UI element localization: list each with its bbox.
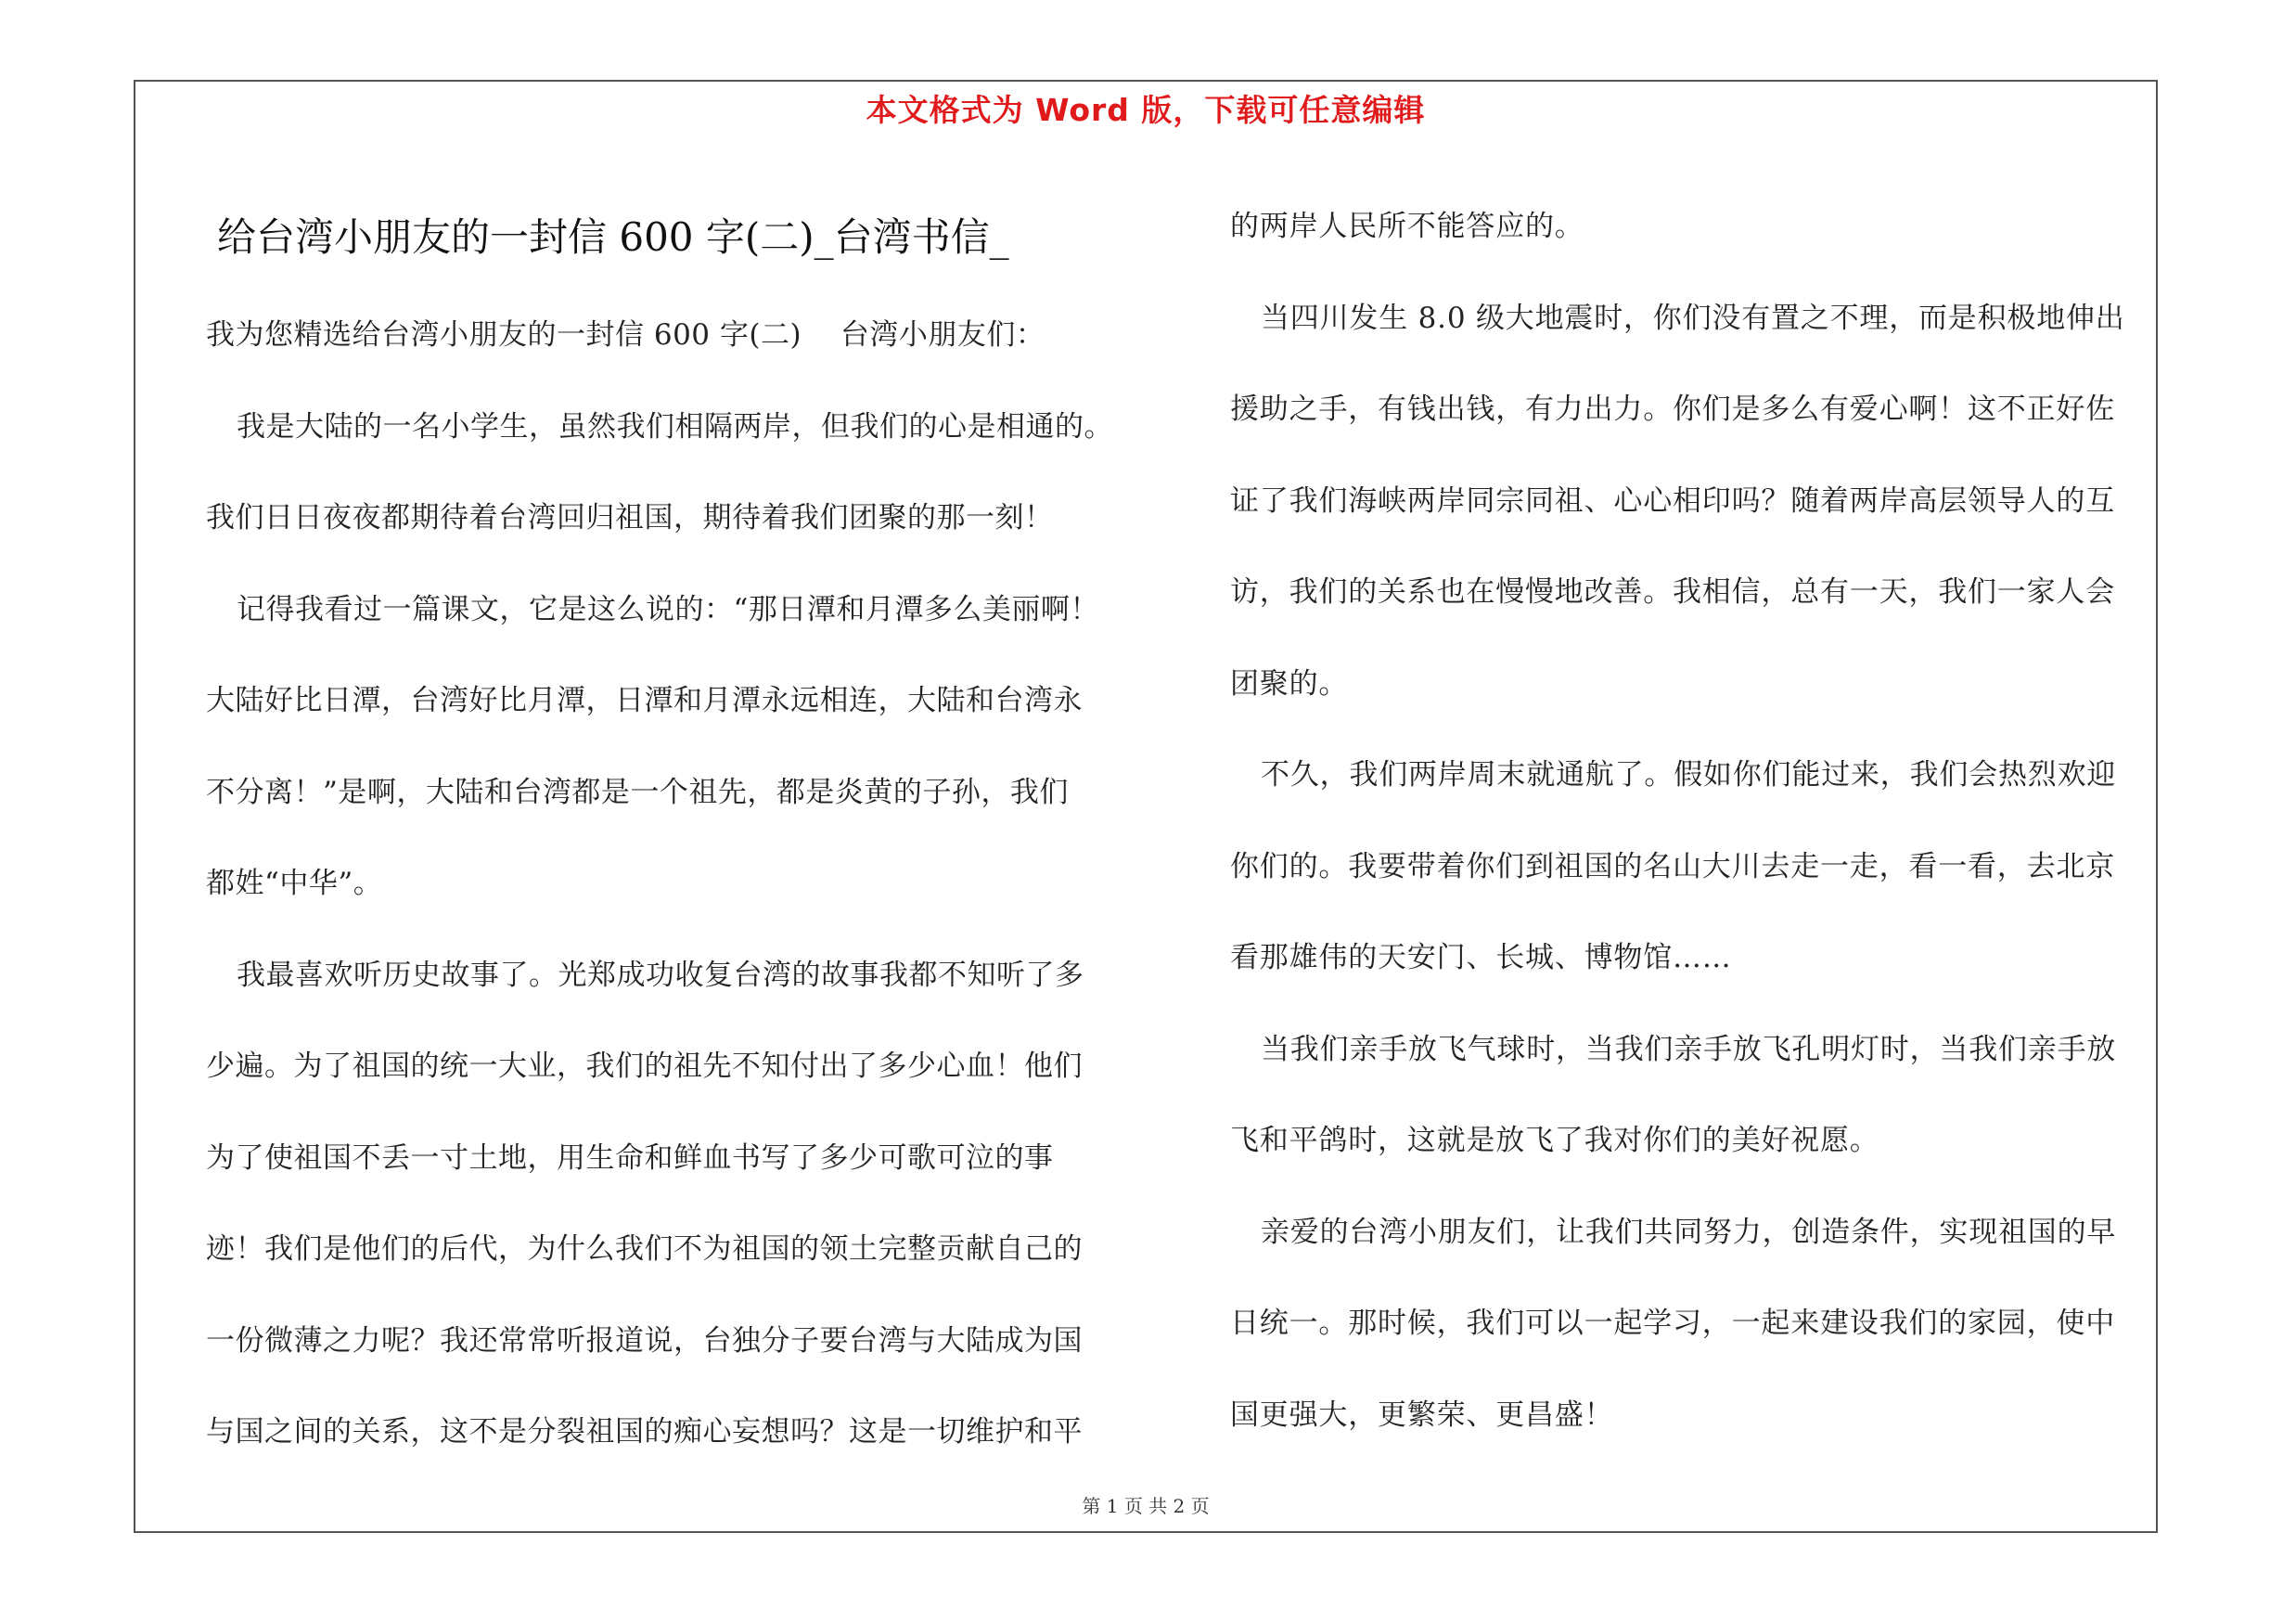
text-line: 当四川发生 8.0 级大地震时，你们没有置之不理，而是积极地伸出 [1261,301,2125,335]
text-line: 我为您精选给台湾小朋友的一封信 600 字(二) 台湾小朋友们： [206,318,1045,352]
text-line: 与国之间的关系，这不是分裂祖国的痴心妄想吗？这是一切维护和平 [206,1415,1083,1449]
text-line: 不久，我们两岸周末就通航了。假如你们能过来，我们会热烈欢迎 [1261,758,2117,792]
text-line: 亲爱的台湾小朋友们，让我们共同努力，创造条件，实现祖国的早 [1261,1215,2117,1249]
text-line: 都姓“中华”。 [206,867,383,900]
text-line: 团聚的。 [1230,666,1349,701]
text-line: 我最喜欢听历史故事了。光郑成功收复台湾的故事我都不知听了多 [237,958,1084,992]
text-line: 看那雄伟的天安门、长城、博物馆…… [1230,941,1732,974]
text-line: 大陆好比日潭，台湾好比月潭，日潭和月潭永远相连，大陆和台湾永 [206,684,1083,717]
page-number-footer: 第 1 页 共 2 页 [1082,1495,1210,1517]
text-line: 不分离！”是啊，大陆和台湾都是一个祖先，都是炎黄的子孙，我们 [206,775,1069,809]
right-column [1230,181,2148,1461]
text-line: 访，我们的关系也在慢慢地改善。我相信，总有一天，我们一家人会 [1230,575,2115,609]
text-line: 为了使祖国不丢一寸土地，用生命和鲜血书写了多少可歌可泣的事 [206,1140,1054,1175]
text-line: 一份微薄之力呢？我还常常听报道说，台独分子要台湾与大陆成为国 [206,1323,1083,1358]
text-line: 迹！我们是他们的后代，为什么我们不为祖国的领土完整贡献自己的 [206,1232,1083,1266]
document-title: 给台湾小朋友的一封信 600 字(二)_台湾书信_ [217,214,1009,260]
text-line: 我是大陆的一名小学生，虽然我们相隔两岸，但我们的心是相通的。 [237,409,1113,444]
text-line: 援助之手，有钱出钱，有力出力。你们是多么有爱心啊！这不正好佐 [1230,393,2115,426]
editable-notice-banner: 本文格式为 Word 版，下载可任意编辑 [866,92,1426,128]
text-line: 我们日日夜夜都期待着台湾回归祖国，期待着我们团聚的那一刻！ [206,501,1054,535]
text-line: 飞和平鸽时，这就是放飞了我对你们的美好祝愿。 [1230,1124,1879,1157]
text-line: 的两岸人民所不能答应的。 [1230,210,1584,243]
text-line: 证了我们海峡两岸同宗同祖、心心相印吗？随着两岸高层领导人的互 [1230,483,2115,518]
text-line: 你们的。我要带着你们到祖国的名山大川去走一走，看一看，去北京 [1230,849,2115,883]
text-line: 当我们亲手放飞气球时，当我们亲手放飞孔明灯时，当我们亲手放 [1261,1032,2117,1066]
text-line: 记得我看过一篇课文，它是这么说的：“那日潭和月潭多么美丽啊！ [237,592,1099,626]
left-column [206,186,1124,1478]
text-line: 少遍。为了祖国的统一大业，我们的祖先不知付出了多少心血！他们 [206,1050,1083,1083]
text-line: 国更强大，更繁荣、更昌盛！ [1230,1398,1614,1432]
text-line: 日统一。那时候，我们可以一起学习，一起来建设我们的家园，使中 [1230,1307,2115,1340]
